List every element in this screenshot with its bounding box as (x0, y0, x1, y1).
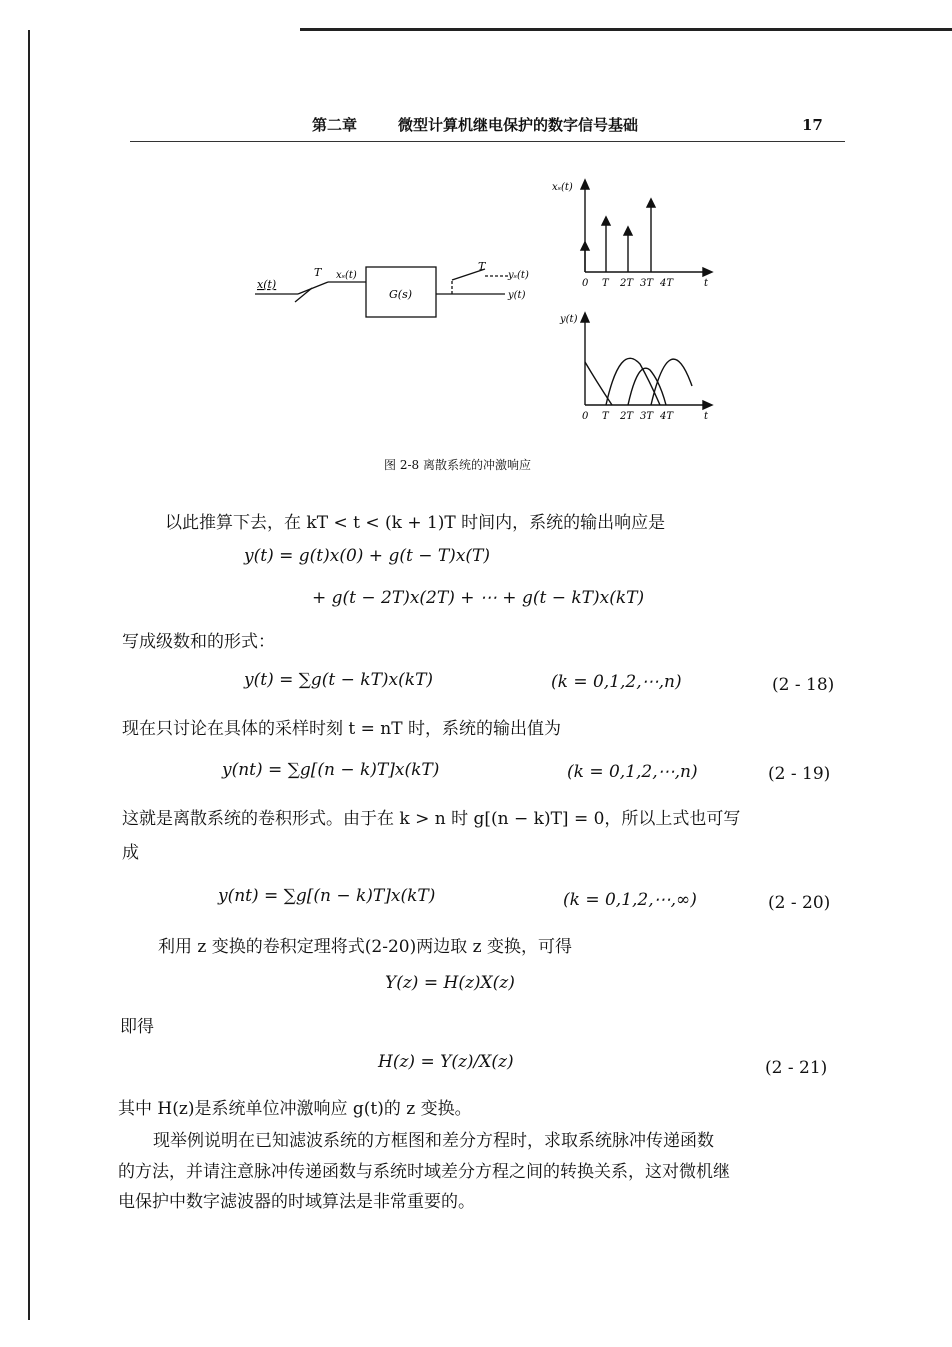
equation-yz: Y(z) = H(z)X(z) (385, 973, 515, 993)
bottom-ylabel: y(t) (560, 314, 578, 325)
paragraph-8a: 现举例说明在已知滤波系统的方框图和差分方程时，求取系统脉冲传递函数 (153, 1131, 714, 1151)
bottom-tick-4: 4T (660, 411, 674, 422)
paragraph-4a: 这就是离散系统的卷积形式。由于在 k > n 时 g[(n − k)T] = 0，所以上式也可写 (122, 809, 741, 829)
block-diagram (255, 267, 510, 317)
input-label: x(t) (257, 278, 277, 291)
plot-sampled-impulses (581, 180, 712, 276)
bottom-tick-1: T (602, 411, 609, 422)
out-sampled-label: yₛ(t) (508, 270, 529, 281)
equation-number-2-19: (2 - 19) (768, 764, 831, 784)
equation-1b: + g(t − 2T)x(2T) + ⋯ + g(t − kT)x(kT) (312, 588, 645, 608)
top-xlabel: t (704, 278, 709, 289)
bottom-tick-3: 3T (640, 411, 654, 422)
sampled-label: xₛ(t) (336, 270, 357, 281)
top-ylabel: xₛ(t) (552, 182, 573, 193)
top-tick-3: 3T (640, 278, 654, 289)
top-tick-1: T (602, 278, 609, 289)
output-label: y(t) (508, 290, 526, 301)
equation-2-18-range: (k = 0,1,2,⋯,n) (551, 672, 682, 692)
impulse-3T-head (647, 199, 655, 207)
sampler-switch (298, 282, 328, 294)
impulse-T-head (602, 217, 610, 225)
equation-2-21: H(z) = Y(z)/X(z) (378, 1052, 514, 1072)
equation-2-20-range: (k = 0,1,2,⋯,∞) (563, 890, 697, 910)
page-number: 17 (802, 116, 823, 134)
out-sampler-label: T (478, 260, 486, 273)
figure-2-8 (240, 172, 740, 427)
top-tick-0: 0 (582, 278, 589, 289)
equation-2-20: y(nt) = ∑g[(n − k)T]x(kT) (218, 886, 436, 906)
x-axis-arrow (703, 268, 712, 276)
page-edge-top (300, 28, 952, 31)
chapter-title: 微型计算机继电保护的数字信号基础 (398, 116, 639, 134)
y-axis-arrow (581, 180, 589, 189)
paragraph-4b: 成 (122, 843, 139, 863)
bottom-tick-2: 2T (620, 411, 634, 422)
paragraph-8c: 电保护中数字滤波器的时域算法是非常重要的。 (118, 1192, 475, 1212)
figure-caption: 图 2-8 离散系统的冲激响应 (384, 458, 531, 472)
x-axis-arrow (703, 401, 712, 409)
header-rule (130, 141, 845, 142)
top-tick-2: 2T (620, 278, 634, 289)
paragraph-8b: 的方法，并请注意脉冲传递函数与系统时域差分方程之间的转换关系，这对微机继 (118, 1162, 730, 1182)
equation-number-2-21: (2 - 21) (765, 1058, 828, 1078)
bottom-xlabel: t (704, 411, 709, 422)
sampler-label: T (314, 266, 322, 279)
paragraph-1: 以此推算下去，在 kT < t < (k + 1)T 时间内，系统的输出响应是 (165, 513, 666, 533)
paragraph-3: 现在只讨论在具体的采样时刻 t = nT 时，系统的输出值为 (122, 719, 561, 739)
equation-1a: y(t) = g(t)x(0) + g(t − T)x(T) (244, 546, 491, 566)
paragraph-6: 即得 (120, 1017, 154, 1037)
equation-2-18: y(t) = ∑g(t − kT)x(kT) (244, 670, 434, 690)
paragraph-5: 利用 z 变换的卷积定理将式(2-20)两边取 z 变换，可得 (158, 937, 572, 957)
y-axis-arrow (581, 313, 589, 322)
plot-output-response (581, 313, 712, 409)
equation-2-19: y(nt) = ∑g[(n − k)T]x(kT) (222, 760, 440, 780)
transfer-label: G(s) (389, 288, 413, 301)
paragraph-2: 写成级数和的形式： (122, 632, 275, 652)
impulse-2T-head (624, 227, 632, 235)
impulse-0-head (581, 242, 589, 250)
bottom-tick-0: 0 (582, 411, 589, 422)
equation-2-19-range: (k = 0,1,2,⋯,n) (567, 762, 698, 782)
page-edge-left (28, 30, 30, 1320)
sampler-arrow (295, 288, 312, 302)
paragraph-7: 其中 H(z)是系统单位冲激响应 g(t)的 z 变换。 (118, 1099, 472, 1119)
chapter-label: 第二章 (312, 116, 358, 134)
response-T (606, 358, 660, 405)
top-tick-4: 4T (660, 278, 674, 289)
equation-number-2-18: (2 - 18) (772, 675, 835, 695)
equation-number-2-20: (2 - 20) (768, 893, 831, 913)
